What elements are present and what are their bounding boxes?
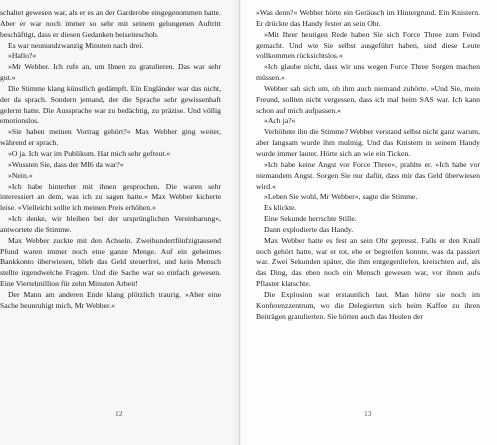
page-number-right: 13 [364,409,372,418]
paragraph: »Leben Sie wohl, Mr Webber«, sagte die Stimme. [264,192,418,202]
paragraph: »Was denn?« Webber hörte ein Geräusch im Hintergrund. Ein Knistern. Er drückte das Handy fester an sein Ohr. [256,8,480,28]
paragraph: Eine Sekunde herrschte Stille. [264,214,357,224]
paragraph: »Ich denke, wir bleiben bei der ursprünglichen Vereinbarung«, antwortete die Stimme. [0,214,221,234]
paragraph: »Ich habe keine Angst vor Force Three«, prahlte er. »Ich habe vor niemandem Angst. Sorgen Sie nur dafür, dass mir das Geld überwiesen wird.« [256,159,480,191]
paragraph: »Mr Webber. Ich rufe an, um Ihnen zu gratulieren. Das war sehr gut.« [0,62,221,83]
paragraph: »Sie haben meinen Vortrag gehört?« Max Webber ging weiter, während er sprach. [0,127,221,148]
paragraph: Max Webber zuckte mit den Achseln. Zweihundertfünfzigtausend Pfund waren immer noch eine ganze Menge. Auf ein geheimes Bankkonto überwiesen, blieb das Geld steuerfrei, und kein Mensch stellte irgendwelche Fragen. Und die Sache war so einfach gewesen. Eine Viertelmillion für zehn Minuten Arbeit! [0,235,221,289]
paragraph: Es war neunundzwanzig Minuten nach drei. [8,40,144,50]
paragraph: schaltet gewesen war, als er es an der Garderobe eingegenommen hatte. Aber er war noch immer so sehr mit seinem gelungenen Auftritt beschäftigt, dass er diesen Gedanken beiseiteschob. [0,8,221,39]
paragraph: »Ach ja?« [264,116,296,126]
right-page-text [256,8,480,322]
paragraph: Max Webber hatte es fest an sein Ohr gepresst. Falls er den Knall noch gehört hatte, war er tot, ehe er begreifen konnte, was da passiert war. Zwei Sekunden später, die ihm entgegenliefen, kreischten auf, als das Ding, das eben noch ein Mensch gewesen war, vor ihnen aufs Pflaster klatschte. [256,235,480,289]
paragraph: »Ich habe hinterher mit ihnen gesprochen. Die waren sehr interessiert an dem, was ich zu sagen hatte.« Max Webber kicherte leise. »Vielleicht sollte ich meinen Preis erhöhen.« [0,181,221,213]
paragraph: Es klickte. [264,203,297,213]
paragraph: »Wussten Sie, dass der MI6 da war?« [8,159,124,169]
paragraph: Verhöhnte ihn die Stimme? Webber verstand selbst nicht ganz warum, aber langsam wurde ihm mulmig. Und das Knistern in seinem Handy wurde immer lauter. Hörte sich an wie ein Ticken. [256,127,480,158]
paragraph: Webber sah sich um, ob ihm auch niemand zuhörte. »Und Sie, mein Freund, sollten nicht vergessen, dass ich mal beim SAS war. Ich kann schon auf mich aufpassen.« [256,83,480,115]
paragraph: Die Stimme klang künstlich gedämpft. Ein Engländer war das nicht, der da sprach. Sondern jemand, der die Sprache sehr gewissenhaft gelernt hatte. Die Aussprache war zu bedächtig, zu präzise. Und völlig emotionslos. [0,83,221,126]
paragraph: »Ich glaube nicht, dass wir uns wegen Force Three Sorgen machen müssen.« [256,62,480,83]
left-page-text [0,8,221,312]
paragraph: Die Explosion war erstaunlich laut. Man hörte sie noch im Konferenzzentrum, wo die Delegierten sich beim Kaffee zu ihren Beiträgen gratulierten. Sie hörten auch das Heulen der [256,289,480,321]
paragraph: Der Mann am anderen Ende klang plötzlich traurig. »Aber eine Sache beunruhigt mich, Mr Webber.« [0,289,221,310]
left-page [0,0,240,445]
paragraph: »Mit Ihrer heutigen Rede haben Sie sich Force Three zum Feind gemacht. Und wie Sie selbst ausgeführt haben, sind diese Leute vollkommen rücksichtslos.« [256,29,480,61]
paragraph: »Nein.« [8,170,33,180]
page-number-left: 12 [115,409,123,418]
right-page [240,0,497,445]
paragraph: Dann explodierte das Handy. [264,224,354,234]
paragraph: »Hallo?« [8,51,37,61]
paragraph: »O ja. Ich war im Publikum. Hat mich sehr gefreut.« [8,148,171,158]
